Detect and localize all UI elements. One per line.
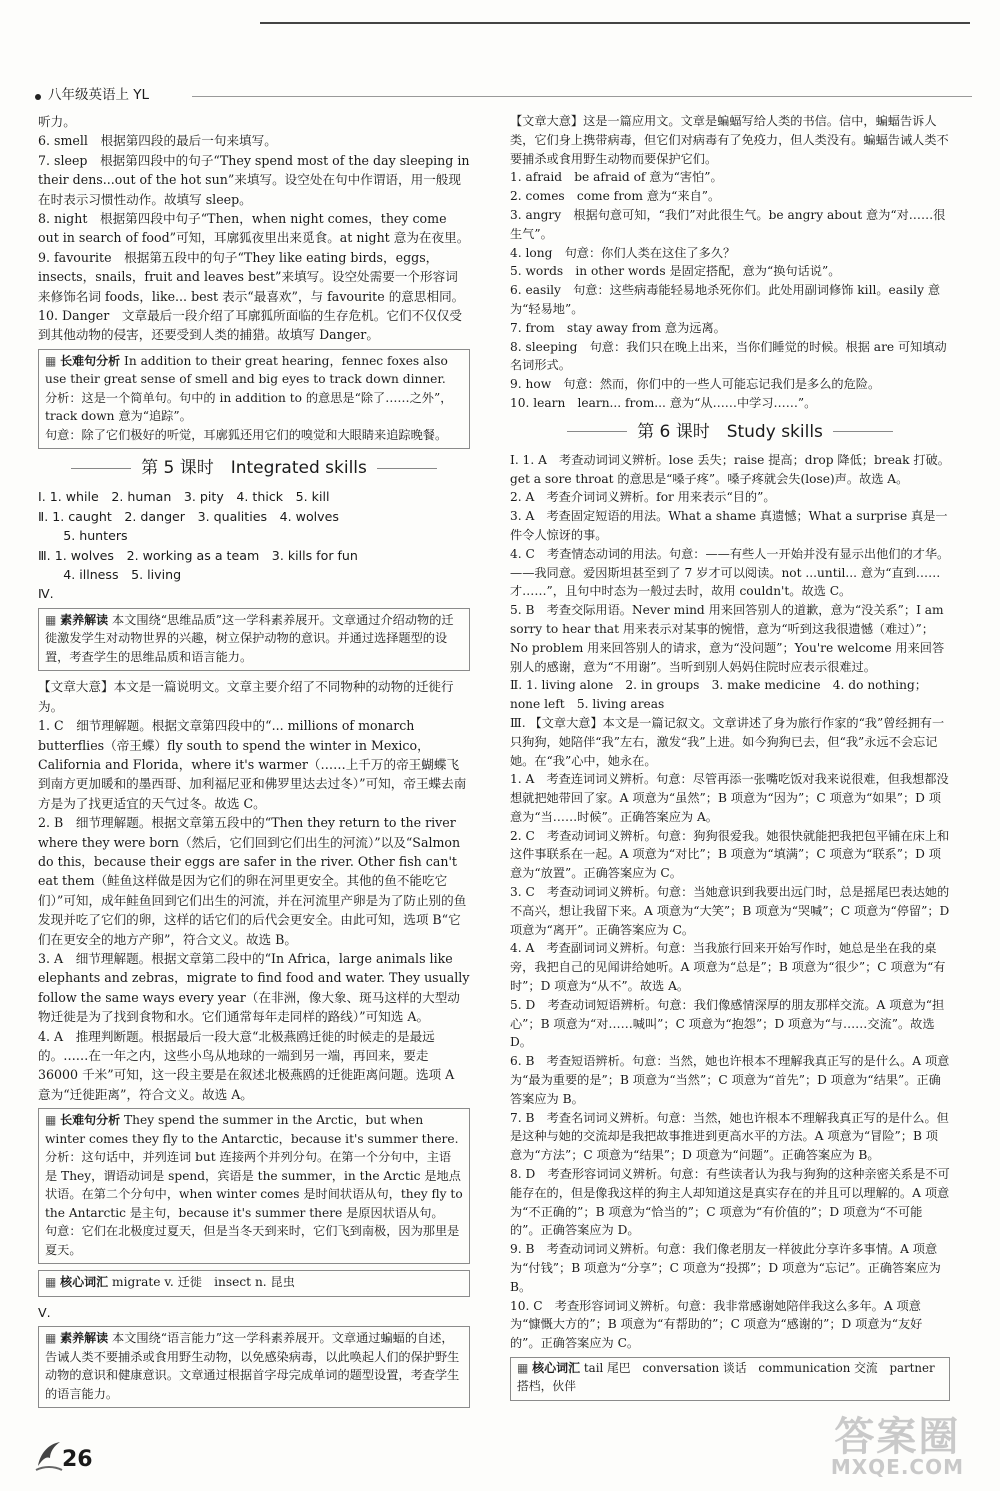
box-tag: ▦ 长难句分析 <box>45 1113 120 1127</box>
answer-line: 5. words in other words 是固定搭配，意为“换句话说”。 <box>510 264 841 279</box>
answer-line: 2. comes come from 意为“来自”。 <box>510 189 721 204</box>
vocabulary-box <box>510 1357 950 1401</box>
page-number: 26 <box>62 1447 93 1472</box>
answer-line: Ⅱ. 1. living alone 2. in groups 3. make medicine 4. do nothing；none left 5. living areas <box>510 678 927 712</box>
dolphin-logo-icon <box>34 1436 64 1472</box>
answer-line: 1. afraid be afraid of 意为“害怕”。 <box>510 170 723 185</box>
box-text: tail 尾巴 conversation 谈话 communication 交流 partner 搭档，伙伴 <box>517 1361 935 1393</box>
box-text: 分析：这句话中，并列连词 but 连接两个并列分句。在第一个分句中，主语是 They，谓语动词是 spend，宾语是 the summer，in the Arctic 是地点状语。在第二个分句中，when winter comes 是时间状语从句，they fly to the Antarctic 是主句，because it's summer there 是原因状语从句。 <box>45 1150 463 1220</box>
section-heading: 第 5 课时 Integrated skills <box>38 455 470 481</box>
watermark-logo-text: 答案圈 <box>834 1413 961 1460</box>
box-text: 句意：它们在北极度过夏天，但是当冬天到来时，它们飞到南极，因为那里是夏天。 <box>45 1224 460 1257</box>
box-text: 本文围绕“语言能力”这一学科素养展开。文章通过蝙蝠的自述，告诫人类不要捕杀或食用野生动物，以免感染病毒，以此唤起人们的保护野生动物的意识和健康意识。文章通过根据首字母完成单词的题型设置，考查学生的语言能力。 <box>45 1331 460 1401</box>
answer-line: 8. sleeping 句意：我们只在晚上出来，当你们睡觉的时候。根据 are 可知填动名词形式。 <box>510 339 947 373</box>
box-text: 句意：除了它们极好的听觉，耳廓狐还用它们的嗅觉和大眼睛来追踪晚餐。 <box>45 427 448 442</box>
answer-line: Ⅱ. 1. caught 2. danger 3. qualities 4. wolves <box>38 508 339 524</box>
answer-line: 10. C 考查形容词词义辨析。句意：我非常感谢她陪伴我这么多年。A 项意为“慷慨大方的”；B 项意为“有帮助的”；C 项意为“感谢的”；D 项意为“友好的”。正确答案应为 C。 <box>510 1298 923 1351</box>
answer-line: 5. hunters <box>38 528 128 544</box>
left-column <box>38 112 470 1414</box>
answer-line: 8. night 根据第四段中句子“Then，when night comes，they come out in search of food”可知，耳廓狐夜里出来觅食。at night 意为在夜里。 <box>38 211 470 246</box>
answer-line: 2. B 细节理解题。根据文章第五段中的“Then they return to the river where they were born（然后，它们回到它们出生的河流）”以及“Salmon do this，because their eggs are safer in the river. Other fish can't eat them（鲑鱼这样做是因为它们的卵在河里更安全。其他的鱼不能吃它们）”可知，成年鲑鱼回到它们出生的河流，并在河流里产卵是为了防止别的鱼发现并吃了它们的卵，这样的话它们的后代会更安全。由此可知，选项 B“它们在更安全的地方产卵”，符合文义。故选 B。 <box>38 815 467 947</box>
answer-line: 9. B 考查动词词义辨析。句意：我们像老朋友一样彼此分享许多事情。A 项意为“付钱”；B 项意为“分享”；C 项意为“投掷”；D 项意为“忘记”。正确答案应为 B。 <box>510 1242 941 1294</box>
answer-line: 2. C 考查动词词义辨析。句意：狗狗很爱我。她很快就能把我把包平铺在床上和这件事联系在一起。A 项意为“对比”；B 项意为“填满”；C 项意为“联系”；D 项意为“放置”。正确答案应为 C。 <box>510 828 950 881</box>
sentence-analysis-box <box>38 349 470 450</box>
answer-line: 【文章大意】本文是一篇说明文。文章主要介绍了不同物种的动物的迁徙行为。 <box>38 679 454 714</box>
answer-line: 听力。 <box>38 114 76 129</box>
answer-line: 8. D 考查形容词词义辨析。句意：有些读者认为我与狗狗的这种亲密关系是不可能存在的，但是像我这样的狗主人却知道这是真实存在的并且可以理解的。A 项意为“不正确的”；B 项意为“恰当的”；C 项意为“有价值的”；D 项意为“不可能的”。正确答案应为 D。 <box>510 1167 950 1238</box>
answer-line: 4. A 推理判断题。根据最后一段大意“北极燕鸥迁徙的时候走的是最远的。……在一年之内，这些小鸟从地球的一端到另一端，再回来，要走 36000 千米”可知，这一段主要是在叙述北极燕鸥的迁徙距离问题。选项 A 意为“迁徙距离”，符合文义。故选 A。 <box>38 1028 455 1102</box>
answer-line: 3. angry 根据句意可知，“我们”对此很生气。be angry about 意为“对……很生气”。 <box>510 207 946 241</box>
answer-line: 3. A 考查固定短语的用法。What a shame 真遗憾；What a surprise 真是一件令人惊讶的事。 <box>510 509 948 542</box>
answer-line: 7. from stay away from 意为远离。 <box>510 320 726 335</box>
answer-line: 5. B 考查交际用语。Never mind 用来回答别人的道歉，意为“没关系”；I am sorry to hear that 用来表示对某事的惋惜，意为“听到这我很遗憾（难过）”；No problem 用来回答别人的请求，意为“没问题”；You're welcome 用来回答别人的感谢，意为“不用谢”。当听到别人妈妈住院时应表示很难过。 <box>510 603 945 674</box>
watermark-url: MXQE.COM <box>830 1454 964 1479</box>
answer-line: 10. learn learn... from... 意为“从……中学习……”。 <box>510 395 817 410</box>
answer-line: 9. favourite 根据第五段中的句子“They like eating birds，eggs，insects，snails，fruit and leaves best”来填写。设空处需要一个形容词来修饰名词 foods，like... best 表示“最喜欢”，与 favourite 的意思相同。 <box>38 249 465 304</box>
sentence-analysis-box <box>38 1108 470 1264</box>
answer-line: 7. sleep 根据第四段中的句子“They spend most of the day sleeping in their dens...out of the hot sun”来填写。设空处在句中作谓语，用一般现在时表示习惯性动作。故填写 sleep。 <box>38 152 470 207</box>
answer-line: 1. C 细节理解题。根据文章第四段中的“... millions of monarch butterflies（帝王蝶）fly south to spend the winter in Mexico，California and Florida，where it's warmer（……上千万的帝王蝴蝶飞到南方更加暖和的墨西哥、加利福尼亚和佛罗里达去过冬）”可知，帝王蝶去南方是为了找更适宜的天气过冬。故选 C。 <box>38 718 467 811</box>
literacy-box <box>38 608 470 672</box>
section-number: Ⅴ. <box>38 1304 51 1320</box>
right-column <box>510 112 950 1407</box>
answer-line: 4. A 考查副词词义辨析。句意：当我旅行回来开始写作时，她总是坐在我的桌旁，我把自己的见闻讲给她听。A 项意为“总是”；B 项意为“很少”；C 项意为“有时”；D 项意为“从不”。故选 A。 <box>510 941 946 994</box>
answer-line: 3. A 细节理解题。根据文章第二段中的“In Africa，large animals like elephants and zebras，migrate to find food and water. They usually follow the same ways every year（在非洲，像大象、斑马这样的大型动物迁徙是为了找到食物和水。它们通常每年走同样的路线）”可知选 A。 <box>38 951 470 1025</box>
box-tag: ▦ 长难句分析 <box>45 354 120 368</box>
box-tag: ▦ 核心词汇 <box>517 1361 580 1375</box>
box-tag: ▦ 核心词汇 <box>45 1275 108 1289</box>
header-title: 八年级英语上 YL <box>48 87 150 103</box>
answer-line: 1. A 考查连词词义辨析。句意：尽管再添一张嘴吃饭对我来说很难，但我想都没想就把她带回了家。A 项意为“虽然”；B 项意为“因为”；C 项意为“如果”；D 项意为“当……时候”。正确答案应为 A。 <box>510 772 949 824</box>
answer-line: 6. B 考查短语辨析。句意：当然，她也许根本不理解我真正写的是什么。A 项意为“最为重要的是”；B 项意为“当然”；C 项意为“首先”；D 项意为“结果”。正确答案应为 B。 <box>510 1054 950 1106</box>
box-text: migrate v. 迁徙 insect n. 昆虫 <box>112 1275 295 1290</box>
answer-line: Ⅳ. <box>38 586 54 602</box>
answer-line: Ⅲ. 【文章大意】本文是一篇记叙文。文章讲述了身为旅行作家的“我”曾经拥有一只狗狗，她陪伴“我”左右，激发“我”上进。如今狗狗已去，但“我”永远不会忘记她。在“我”心中，她永在。 <box>510 715 945 768</box>
answer-line: 3. C 考查动词词义辨析。句意：当她意识到我要出远门时，总是摇尾巴表达她的不高兴，想让我留下来。A 项意为“大笑”；B 项意为“哭喊”；C 项意为“停留”；D 项意为“离开”。正确答案应为 C。 <box>510 885 950 937</box>
box-tag: ▦ 素养解读 <box>45 1331 108 1345</box>
header-rule <box>192 96 972 97</box>
box-text: In addition to their great hearing，fennec foxes also use their great sense of smell and big eyes to track down dinner. <box>45 353 448 387</box>
section-heading: 第 6 课时 Study skills <box>510 419 950 445</box>
box-text: They spend the summer in the Arctic，but when winter comes they fly to the Antarctic，because it's summer there. <box>45 1113 459 1146</box>
box-text: 本文围绕“思维品质”这一学科素养展开。文章通过介绍动物的迁徙激发学生对动物世界的兴趣，树立保护动物的意识。并通过选择题型的设置，考查学生的思维品质和语言能力。 <box>45 612 454 664</box>
page-header <box>32 86 972 106</box>
box-tag: ▦ 素养解读 <box>45 613 108 627</box>
answer-line: 6. smell 根据第四段的最后一句来填写。 <box>38 133 277 149</box>
answer-line: 4. illness 5. living <box>38 567 182 582</box>
answer-line: 9. how 句意：然而，你们中的一些人可能忘记我们是多么的危险。 <box>510 377 881 392</box>
bullet-icon <box>35 94 41 100</box>
vocabulary-box <box>38 1270 470 1297</box>
answer-line: 10. Danger 文章最后一段介绍了耳廓狐所面临的生存危机。它们不仅仅受到其他动物的侵害，还要受到人类的捕猎。故填写 Danger。 <box>38 308 462 343</box>
answer-line: 【文章大意】这是一篇应用文。文章是蝙蝠写给人类的书信。信中，蝙蝠告诉人类，它们身上携带病毒，但它们对病毒有了免疫力，但人类没有。蝙蝠告诫人类不要捕杀或食用野生动物而要保护它们。 <box>510 114 949 166</box>
answer-line: 4. C 考查情态动词的用法。句意：——有些人一开始并没有显示出他们的才华。——我同意。爱因斯坦甚至到了 7 岁才可以阅读。not ...until... 意为“直到……才……”，且句中时态为一般过去时，故用 couldn't。故选 C。 <box>510 546 950 599</box>
answer-line: 7. B 考查名词词义辨析。句意：当然，她也许根本不理解我真正写的是什么。但是这种与她的交流却是我把故事推进到更高水平的方法。A 项意为“冒险”；B 项意为“方法”；C 项意为“结果”；D 项意为“问题”。正确答案应为 B。 <box>510 1110 949 1163</box>
answer-line: Ⅲ. 1. wolves 2. working as a team 3. kills for fun <box>38 547 358 563</box>
box-text: 分析：这是一个简单句。句中的 in addition to 的意思是“除了……之外”，track down 意为“追踪”。 <box>45 390 453 424</box>
answer-line: 4. long 句意：你们人类在这住了多久？ <box>510 245 736 260</box>
top-rule <box>260 22 970 24</box>
answer-line: Ⅰ. 1. while 2. human 3. pity 4. thick 5. kill <box>38 489 330 505</box>
literacy-box <box>38 1326 470 1408</box>
answer-line: 5. D 考查动词短语辨析。句意：我们像感情深厚的朋友那样交流。A 项意为“担心”；B 项意为“对……喊叫”；C 项意为“抱怨”；D 项意为“与……交流”。故选 D。 <box>510 997 945 1050</box>
answer-line: 2. A 考查介词词义辨析。for 用来表示“目的”。 <box>510 490 776 505</box>
answer-line: 6. easily 句意：这些病毒能轻易地杀死你们。此处用副词修饰 kill。easily 意为“轻易地”。 <box>510 283 941 316</box>
watermark <box>830 1413 964 1479</box>
answer-line: Ⅰ. 1. A 考查动词词义辨析。lose 丢失；raise 提高；drop 降低；break 打破。get a sore throat 的意思是“嗓子疼”。嗓子疼就会失(lose)声。故选 A。 <box>510 452 950 486</box>
